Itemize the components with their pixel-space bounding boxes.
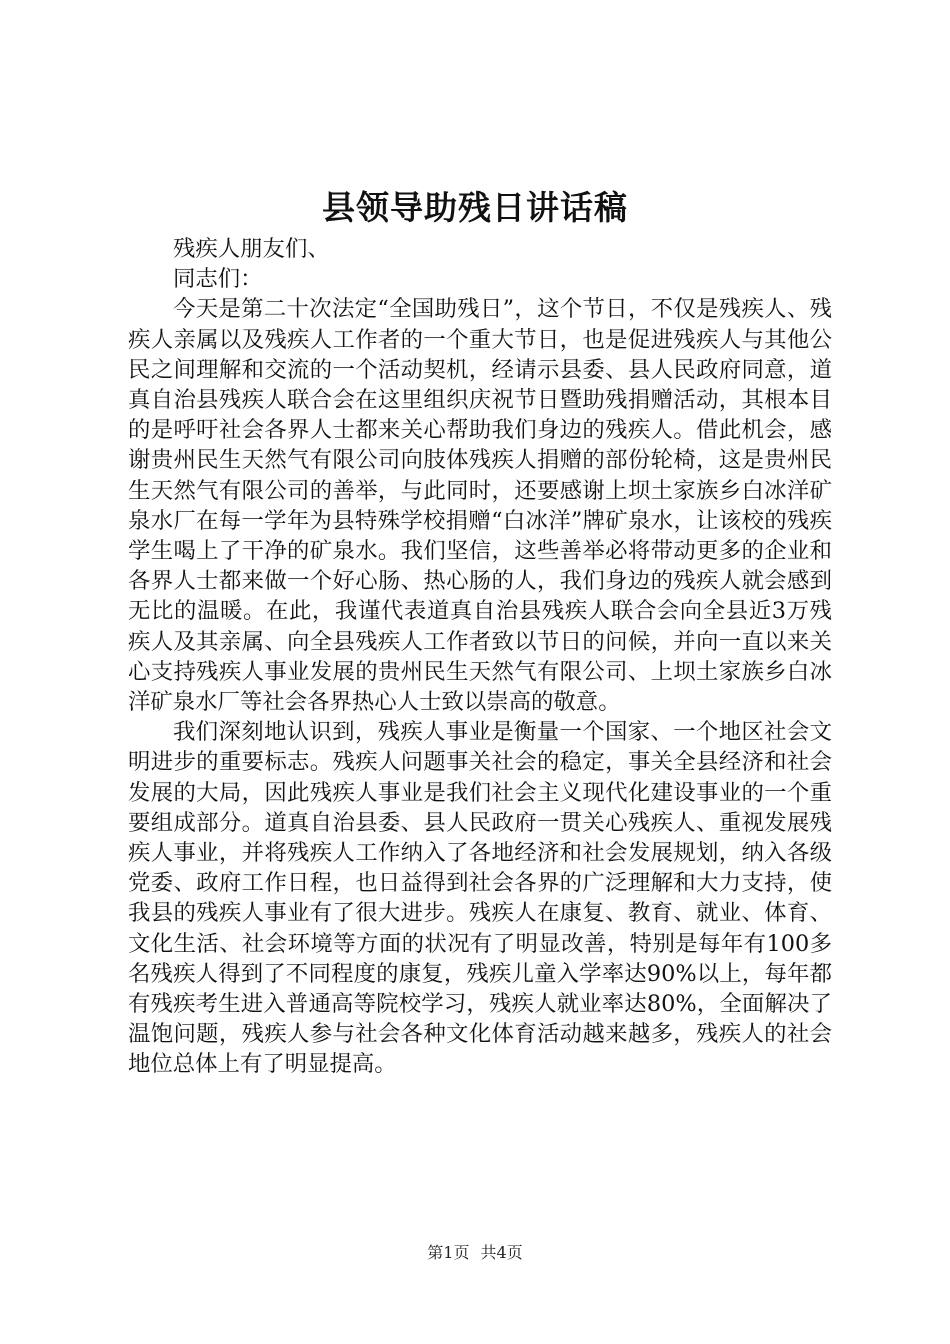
- page-number-current: 第1页: [427, 1243, 470, 1262]
- salutation-line-2: 同志们：: [173, 266, 263, 293]
- page-number-total: 共4页: [480, 1243, 523, 1262]
- paragraph-1: 今天是第二十次法定“全国助残日”，这个节日，不仅是残疾人、残疾人亲属以及残疾人工作者的一个重大节日，也是促进残疾人与其他公民之间理解和交流的一个活动契机，经请示县委、县人民政府同意，道真自治县残疾人联合会在这里组织庆祝节日暨助残捐赠活动，其根本目的是呼吁社会各界人士都来关心帮助我们身边的残疾人。借此机会，感谢贵州民生天然气有限公司向肢体残疾人捐赠的部份轮椅，这是贵州民生天然气有限公司的善举，与此同时，还要感谢上坝土家族乡白冰洋矿泉水厂在每一学年为县特殊学校捐赠“白冰洋”牌矿泉水，让该校的残疾学生喝上了干净的矿泉水。我们坚信，这些善举必将带动更多的企业和各界人士都来做一个好心肠、热心肠的人，我们身边的残疾人就会感到无比的温暖。在此，我谨代表道真自治县残疾人联合会向全县近3万残疾人及其亲属、向全县残疾人工作者致以节日的问候，并向一直以来关心支持残疾人事业发展的贵州民生天然气有限公司、上坝土家族乡白冰洋矿泉水厂等社会各界热心人士致以崇高的敬意。: [128, 296, 832, 716]
- document-title: 县领导助残日讲话稿: [322, 188, 628, 227]
- salutation-line-1: 残疾人朋友们、: [173, 236, 330, 262]
- document-body: [128, 234, 832, 1080]
- paragraph-2: 我们深刻地认识到，残疾人事业是衡量一个国家、一个地区社会文明进步的重要标志。残疾人问题事关社会的稳定，事关全县经济和社会发展的大局，因此残疾人事业是我们社会主义现代化建设事业的一个重要组成部分。道真自治县委、县人民政府一贯关心残疾人、重视发展残疾人事业，并将残疾人工作纳入了各地经济和社会发展规划，纳入各级党委、政府工作日程，也日益得到社会各界的广泛理解和大力支持，使我县的残疾人事业有了很大进步。残疾人在康复、教育、就业、体育、文化生活、社会环境等方面的状况有了明显改善，特别是每年有100多名残疾人得到了不同程度的康复，残疾儿童入学率达90%以上，每年都有残疾考生进入普通高等院校学习，残疾人就业率达80%，全面解决了温饱问题，残疾人参与社会各种文化体育活动越来越多，残疾人的社会地位总体上有了明显提高。: [128, 719, 832, 1078]
- page-footer: [0, 1241, 950, 1265]
